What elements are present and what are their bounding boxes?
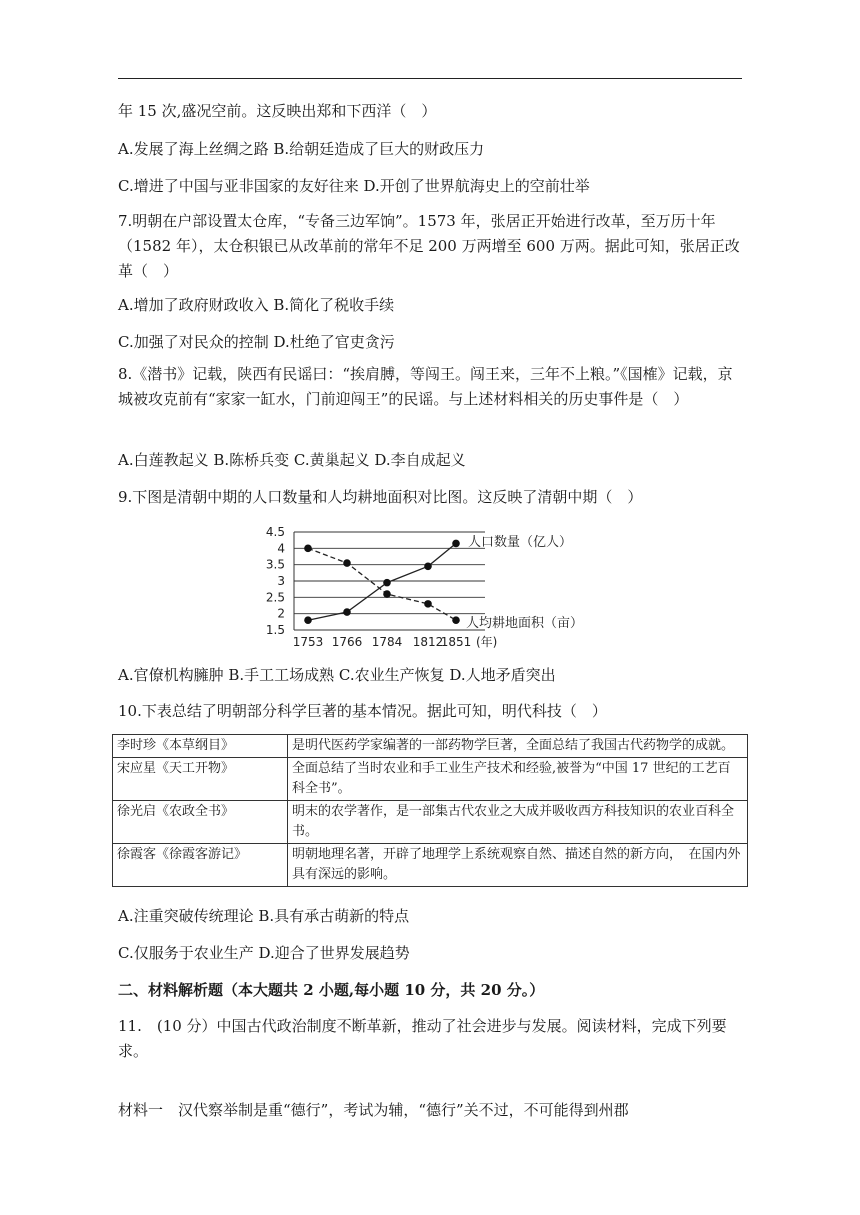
q7-stem: 7.明朝在户部设置太仓库，“专备三边军饷”。1573 年，张居正开始进行改革，至万历十年（1582 年），太仓积银已从改革前的常年不足 200 万两增至 600 万两。据此可知，张居正改革（ ） (118, 212, 740, 280)
q6-stem-tail: 年 15 次,盛况空前。这反映出郑和下西洋（ ） (118, 102, 437, 120)
x-tick-label: 1766 (331, 635, 363, 649)
data-point (383, 590, 391, 598)
y-tick-label: 3.5 (265, 557, 285, 572)
section-heading: 二、材料解析题（本大题共 2 小题,每小题 10 分，共 20 分。） (118, 981, 545, 999)
q7-options-ab: A.增加了政府财政收入 B.简化了税收手续 (118, 296, 395, 314)
series-line-2 (308, 548, 456, 620)
book-cell: 徐霞客《徐霞客游记》 (113, 844, 288, 887)
table-row (113, 758, 748, 801)
q11-material-1: 材料一 汉代察举制是重“德行”，考试为辅，“德行”关不过，不可能得到州郡 (118, 1101, 629, 1119)
q9-stem: 9.下图是清朝中期的人口数量和人均耕地面积对比图。这反映了清朝中期（ ） (118, 488, 643, 506)
description-cell: 是明代医药学家编著的一部药物学巨著，全面总结了我国古代药物学的成就。 (288, 735, 748, 758)
description-cell: 明末的农学著作，是一部集古代农业之大成并吸收西方科技知识的农业百科全书。 (288, 801, 748, 844)
table-row (113, 844, 748, 887)
data-point (452, 616, 460, 624)
data-point (383, 579, 391, 587)
q6-options-ab: A.发展了海上丝绸之路 B.给朝廷造成了巨大的财政压力 (118, 140, 485, 158)
q10-stem: 10.下表总结了明朝部分科学巨著的基本情况。据此可知，明代科技（ ） (118, 702, 607, 720)
x-tick-label: 1812 (412, 635, 444, 649)
y-tick-label: 1.5 (265, 623, 285, 637)
q7-options-cd: C.加强了对民众的控制 D.杜绝了官吏贪污 (118, 333, 395, 351)
population-farmland-chart (254, 522, 624, 652)
data-point (343, 608, 351, 616)
x-tick-label: 1851 (440, 635, 472, 649)
description-cell: 全面总结了当时农业和手工业生产技术和经验,被誉为“中国 17 世纪的工艺百科全书”。 (288, 758, 748, 801)
x-unit-label: (年) (476, 635, 498, 649)
q9-options: A.官僚机构臃肿 B.手工工场成熟 C.农业生产恢复 D.人地矛盾突出 (118, 666, 556, 684)
data-point (452, 540, 460, 548)
table-row (113, 735, 748, 758)
q8-stem: 8.《潜书》记载，陕西有民谣曰：“挨肩膊，等闯王。闯王来，三年不上粮。”《国榷》记载，京城被攻克前有“家家一缸水，门前迎闯王”的民谣。与上述材料相关的历史事件是（ ） (118, 365, 733, 408)
x-tick-label: 1753 (292, 635, 324, 649)
legend-population: 人口数量（亿人） (468, 535, 573, 550)
book-cell: 宋应星《天工开物》 (113, 758, 288, 801)
series-line-1 (308, 543, 456, 620)
description-cell: 明朝地理名著，开辟了地理学上系统观察自然、描述自然的新方向， 在国内外具有深远的影响。 (288, 844, 748, 887)
data-point (343, 559, 351, 567)
book-cell: 徐光启《农政全书》 (113, 801, 288, 844)
book-cell: 李时珍《本草纲目》 (113, 735, 288, 758)
header-rule (118, 78, 742, 79)
x-tick-label: 1784 (371, 635, 403, 649)
data-point (304, 545, 312, 553)
q11-stem: 11. (10 分）中国古代政治制度不断革新，推动了社会进步与发展。阅读材料，完成下列要求。 (118, 1017, 727, 1060)
table-row (113, 801, 748, 844)
data-point (304, 616, 312, 624)
data-point (424, 600, 432, 608)
science-works-table (112, 734, 748, 887)
y-tick-label: 2 (277, 606, 285, 621)
y-tick-label: 3 (277, 574, 285, 588)
data-point (424, 563, 432, 571)
q8-options: A.白莲教起义 B.陈桥兵变 C.黄巢起义 D.李自成起义 (118, 451, 466, 469)
q10-options-ab: A.注重突破传统理论 B.具有承古萌新的特点 (118, 907, 410, 925)
y-tick-label: 4 (277, 541, 285, 556)
legend-farmland: 人均耕地面积（亩） (466, 616, 584, 631)
q10-options-cd: C.仅服务于农业生产 D.迎合了世界发展趋势 (118, 944, 410, 962)
q6-options-cd: C.增进了中国与亚非国家的友好往来 D.开创了世界航海史上的空前壮举 (118, 177, 590, 195)
y-tick-label: 2.5 (265, 590, 285, 605)
y-tick-label: 4.5 (265, 525, 285, 539)
